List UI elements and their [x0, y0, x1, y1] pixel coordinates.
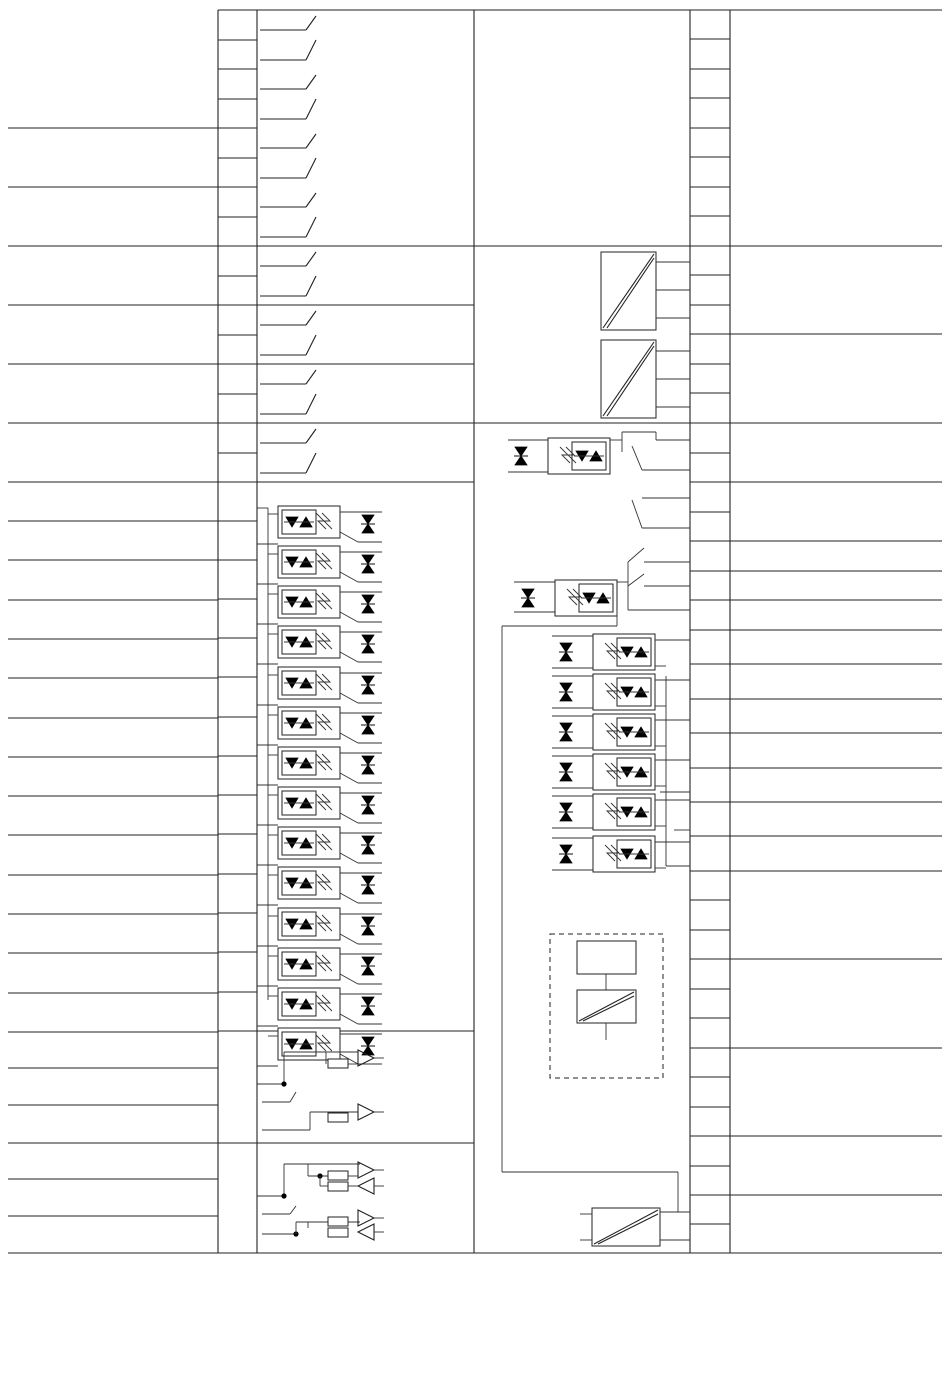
optocoupler-symbol	[278, 988, 340, 1020]
tvs-diode-symbol	[559, 643, 573, 661]
tvs-diode-symbol	[361, 917, 375, 935]
optocoupler-symbol	[593, 836, 655, 872]
relay-contact	[260, 252, 316, 296]
analog-input-group-dual	[257, 1162, 384, 1240]
left-relay-contacts	[260, 16, 316, 473]
left-optocoupler-inputs	[257, 506, 382, 1066]
relay-contact	[260, 370, 316, 414]
tvs-diode-symbol	[559, 803, 573, 821]
optocoupler-symbol	[593, 634, 655, 670]
tvs-diode-symbol	[361, 997, 375, 1015]
junction-dot	[282, 1194, 286, 1198]
tvs-diode-symbol	[559, 683, 573, 701]
right-side-components	[502, 252, 690, 1246]
optocoupler-symbol	[278, 867, 340, 899]
tvs-diode-symbol	[559, 845, 573, 863]
analog-input-group	[257, 1050, 384, 1130]
amplifier-symbol	[358, 1210, 374, 1226]
optocoupler-symbol	[278, 827, 340, 859]
optocoupler-output	[552, 754, 690, 790]
tvs-diode-symbol	[361, 957, 375, 975]
optocoupler-output	[552, 714, 690, 750]
optocoupler-symbol	[278, 546, 340, 578]
tvs-diode-symbol	[559, 763, 573, 781]
optocoupler-symbol	[278, 626, 340, 658]
tvs-diode-symbol	[361, 876, 375, 894]
tvs-diode-symbol	[361, 635, 375, 653]
relay-contact	[260, 193, 316, 237]
left-terminal-rows	[8, 10, 474, 1216]
output-converter	[592, 1208, 660, 1246]
optocoupler-symbol	[555, 580, 617, 616]
tvs-diode-symbol	[361, 836, 375, 854]
relay-contact	[260, 75, 316, 119]
terminal-frame	[8, 10, 942, 1253]
amplifier-symbol	[358, 1178, 374, 1194]
tvs-diode-symbol	[361, 595, 375, 613]
relay-contact	[260, 16, 316, 60]
relay-contact	[260, 134, 316, 178]
isolated-converter	[577, 990, 636, 1023]
tvs-diode-symbol	[521, 589, 535, 607]
junction-dot	[282, 1082, 286, 1086]
left-analog-inputs	[257, 1050, 384, 1240]
optocoupler-symbol	[593, 754, 655, 790]
tvs-diode-symbol	[361, 676, 375, 694]
optocoupler-symbol	[278, 506, 340, 538]
tvs-diode-symbol	[361, 515, 375, 533]
optocoupler-symbol	[548, 438, 610, 474]
relay-contact	[260, 429, 316, 473]
tvs-diode-symbol	[361, 756, 375, 774]
tvs-diode-symbol	[361, 796, 375, 814]
optocoupler-output	[552, 634, 690, 670]
right-terminal-rows	[474, 10, 942, 1253]
tvs-diode-symbol	[514, 447, 528, 465]
relay-contact	[260, 311, 316, 355]
optocoupler-symbol	[278, 707, 340, 739]
amplifier-symbol	[358, 1104, 374, 1120]
amplifier-symbol	[358, 1224, 374, 1240]
optocoupler-symbol	[278, 1028, 340, 1060]
optocoupler-symbol	[278, 747, 340, 779]
optocoupler-output	[552, 794, 690, 830]
bottom-converter	[580, 1208, 690, 1246]
optocoupler-symbol	[593, 714, 655, 750]
optocoupler-output	[552, 836, 690, 872]
amplifier-symbol	[358, 1162, 374, 1178]
optocoupler-symbol	[278, 787, 340, 819]
optocoupler-symbol	[278, 908, 340, 940]
tvs-diode-symbol	[559, 723, 573, 741]
optocoupler-symbol	[593, 674, 655, 710]
optocoupler-symbol	[278, 586, 340, 618]
isolated-supply-block	[550, 934, 663, 1078]
optocoupler-symbol	[278, 948, 340, 980]
optocoupler-symbol	[593, 794, 655, 830]
optocoupler-output	[552, 674, 690, 710]
analog-output-converter	[601, 340, 656, 418]
analog-output-converter	[601, 252, 656, 330]
optocoupler-symbol	[278, 667, 340, 699]
relay-output	[508, 432, 690, 528]
tvs-diode-symbol	[361, 716, 375, 734]
tvs-diode-symbol	[361, 555, 375, 573]
